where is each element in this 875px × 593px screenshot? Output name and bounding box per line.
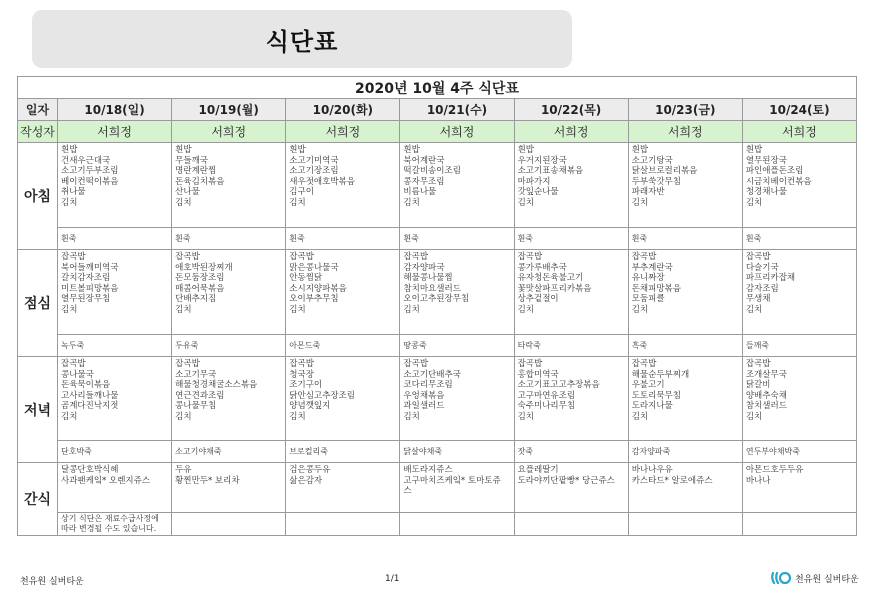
lunch-porridge-cell: 땅콩죽: [400, 335, 514, 357]
breakfast-porridge-cell: 흰죽: [400, 228, 514, 250]
lunch-porridge-cell: 두유죽: [172, 335, 286, 357]
breakfast-row: [18, 143, 857, 228]
breakfast-dishes-cell: 흰밥 무들깨국 명란계란찜 돈육김치볶음 산나물 김치: [172, 143, 286, 228]
breakfast-dishes-cell: 흰밥 건새우근대국 소고기두부조림 베이컨떡이볶음 취나물 김치: [58, 143, 172, 228]
dinner-porridge-cell: 잣죽: [514, 441, 628, 463]
dinner-porridge-cell: 소고기야채죽: [172, 441, 286, 463]
dinner-row: [18, 357, 857, 441]
date-header-cell: 10/19(월): [172, 99, 286, 121]
footer-org-name: 천유원 실버타운: [20, 577, 84, 587]
date-header-label: 일자: [18, 99, 58, 121]
dinner-dishes-cell: 잡곡밥 콩나물국 돈육묵이볶음 고사리들깨나물 곰계다진낙지젓 김치: [58, 357, 172, 441]
dinner-porridge-cell: 연두부야채박죽: [742, 441, 856, 463]
lunch-dishes-cell: 잡곡밥 감자양파국 해물콩나물찜 참치마요샐러드 오이고추된장무침 김치: [400, 250, 514, 335]
menu-change-note: 상기 식단은 재료수급사정에 따라 변경될 수도 있습니다.: [58, 513, 172, 536]
author-cell: 서희정: [628, 121, 742, 143]
empty-cell: [742, 513, 856, 536]
lunch-dishes-cell: 잡곡밥 다슬기국 파프리카잡채 감자조림 무생채 김치: [742, 250, 856, 335]
snack-cell: 아몬드호두두유 바나나: [742, 463, 856, 513]
author-row: [18, 121, 857, 143]
author-cell: 서희정: [172, 121, 286, 143]
breakfast-label: 아침: [18, 143, 58, 250]
date-header-row: [18, 99, 857, 121]
breakfast-porridge-cell: 흰죽: [286, 228, 400, 250]
breakfast-dishes-cell: 흰밥 우거지된장국 소고기표송채볶음 마파가지 갓잎순나물 김치: [514, 143, 628, 228]
empty-cell: [286, 513, 400, 536]
lunch-dishes-cell: 잡곡밥 콩가루배추국 유자청돈육불고기 꽃맛살파프리카볶음 상추겉절이 김치: [514, 250, 628, 335]
breakfast-porridge-cell: 흰죽: [742, 228, 856, 250]
page-number: 1/1: [385, 574, 400, 584]
lunch-dishes-cell: 잡곡밥 부추계란국 유니짜장 돈채피망볶음 모둠피클 김치: [628, 250, 742, 335]
page-title-box: [32, 10, 572, 68]
date-header-cell: 10/18(일): [58, 99, 172, 121]
empty-cell: [400, 513, 514, 536]
dinner-porridge-cell: 단호박죽: [58, 441, 172, 463]
dinner-dishes-cell: 잡곡밥 조개살무국 닭갈비 양배추숙채 참치샐러드 김치: [742, 357, 856, 441]
breakfast-porridge-cell: 흰죽: [58, 228, 172, 250]
snack-row: [18, 463, 857, 513]
page-title: 식단표: [265, 27, 339, 56]
dinner-label: 저녁: [18, 357, 58, 463]
week-title: 2020년 10월 4주 식단표: [18, 77, 857, 99]
footer-brand: [770, 570, 859, 586]
lunch-dishes-cell: 잡곡밥 북어들깨미역국 갈치감자조림 미트볼피망볶음 열무된장무침 김치: [58, 250, 172, 335]
author-cell: 서희정: [286, 121, 400, 143]
dinner-porridge-cell: 닭살야채죽: [400, 441, 514, 463]
dinner-porridge-cell: 브로컬리죽: [286, 441, 400, 463]
breakfast-porridge-cell: 흰죽: [172, 228, 286, 250]
lunch-dishes-cell: 잡곡밥 애호박된장찌개 돈모둠장조림 매콤어묵볶음 단배추지짐 김치: [172, 250, 286, 335]
dinner-porridge-cell: 감자양파죽: [628, 441, 742, 463]
lunch-dishes-cell: 잡곡밥 맑은콩나물국 안동찜닭 소시지양파볶음 오이부추무침 김치: [286, 250, 400, 335]
empty-cell: [628, 513, 742, 536]
breakfast-porridge-cell: 흰죽: [628, 228, 742, 250]
footer-brand-name: 천유원 실버타운: [795, 574, 859, 585]
lunch-porridge-cell: 녹두죽: [58, 335, 172, 357]
empty-cell: [514, 513, 628, 536]
brand-logo-icon: [770, 570, 792, 586]
date-header-cell: 10/21(수): [400, 99, 514, 121]
breakfast-dishes-cell: 흰밥 열무된장국 파인애플돈조림 시금치베이컨볶음 청경채나물 김치: [742, 143, 856, 228]
lunch-row: [18, 250, 857, 335]
author-cell: 서희정: [514, 121, 628, 143]
snack-cell: 두유 황찐만두* 보리차: [172, 463, 286, 513]
snack-cell: 배도라지쥬스 고구마치즈케잌* 토마토쥬 스: [400, 463, 514, 513]
lunch-porridge-cell: 흑죽: [628, 335, 742, 357]
author-cell: 서희정: [742, 121, 856, 143]
lunch-porridge-cell: 타락죽: [514, 335, 628, 357]
dinner-dishes-cell: 잡곡밥 청국장 조기구이 닭안심고추장조림 양념깻잎지 김치: [286, 357, 400, 441]
lunch-porridge-cell: 아몬드죽: [286, 335, 400, 357]
menu-table: [17, 76, 857, 536]
dinner-dishes-cell: 잡곡밥 소고기무국 해물청경채굴소스볶음 연근견과조림 콩나물무침 김치: [172, 357, 286, 441]
dinner-dishes-cell: 잡곡밥 홍합미역국 소고기표고고추장볶음 고구마연유조림 숙주미나리무침 김치: [514, 357, 628, 441]
date-header-cell: 10/24(토): [742, 99, 856, 121]
breakfast-porridge-cell: 흰죽: [514, 228, 628, 250]
date-header-cell: 10/20(화): [286, 99, 400, 121]
dinner-dishes-cell: 잡곡밥 해물순두부찌개 우불고기 도토리묵무침 도라지나물 김치: [628, 357, 742, 441]
snack-cell: 달콩단호박식혜 사과팬케잌* 오렌지쥬스: [58, 463, 172, 513]
lunch-label: 점심: [18, 250, 58, 357]
snack-cell: 검은콩두유 삶은감자: [286, 463, 400, 513]
breakfast-dishes-cell: 흰밥 소고기탕국 닭살브로컬리볶음 두부쑥갓무침 파래자반 김치: [628, 143, 742, 228]
note-row: [18, 513, 857, 536]
author-label: 작성자: [18, 121, 58, 143]
snack-label: 간식: [18, 463, 58, 536]
date-header-cell: 10/23(금): [628, 99, 742, 121]
breakfast-dishes-cell: 흰밥 북어계란국 떡갈비송이조림 콩자무조림 비름나물 김치: [400, 143, 514, 228]
snack-cell: 요플레딸기 도라야끼단팥빵* 당근쥬스: [514, 463, 628, 513]
snack-cell: 바나나우유 카스타드* 알로에쥬스: [628, 463, 742, 513]
dinner-porridge-row: [18, 441, 857, 463]
lunch-porridge-row: [18, 335, 857, 357]
breakfast-dishes-cell: 흰밥 소고기미역국 소고기장조림 새우젓애호박볶음 김구이 김치: [286, 143, 400, 228]
date-header-cell: 10/22(목): [514, 99, 628, 121]
dinner-dishes-cell: 잡곡밥 소고기단배추국 코다리무조림 우엉채볶음 과일샐러드 김치: [400, 357, 514, 441]
empty-cell: [172, 513, 286, 536]
author-cell: 서희정: [400, 121, 514, 143]
lunch-porridge-cell: 들깨죽: [742, 335, 856, 357]
author-cell: 서희정: [58, 121, 172, 143]
breakfast-porridge-row: [18, 228, 857, 250]
